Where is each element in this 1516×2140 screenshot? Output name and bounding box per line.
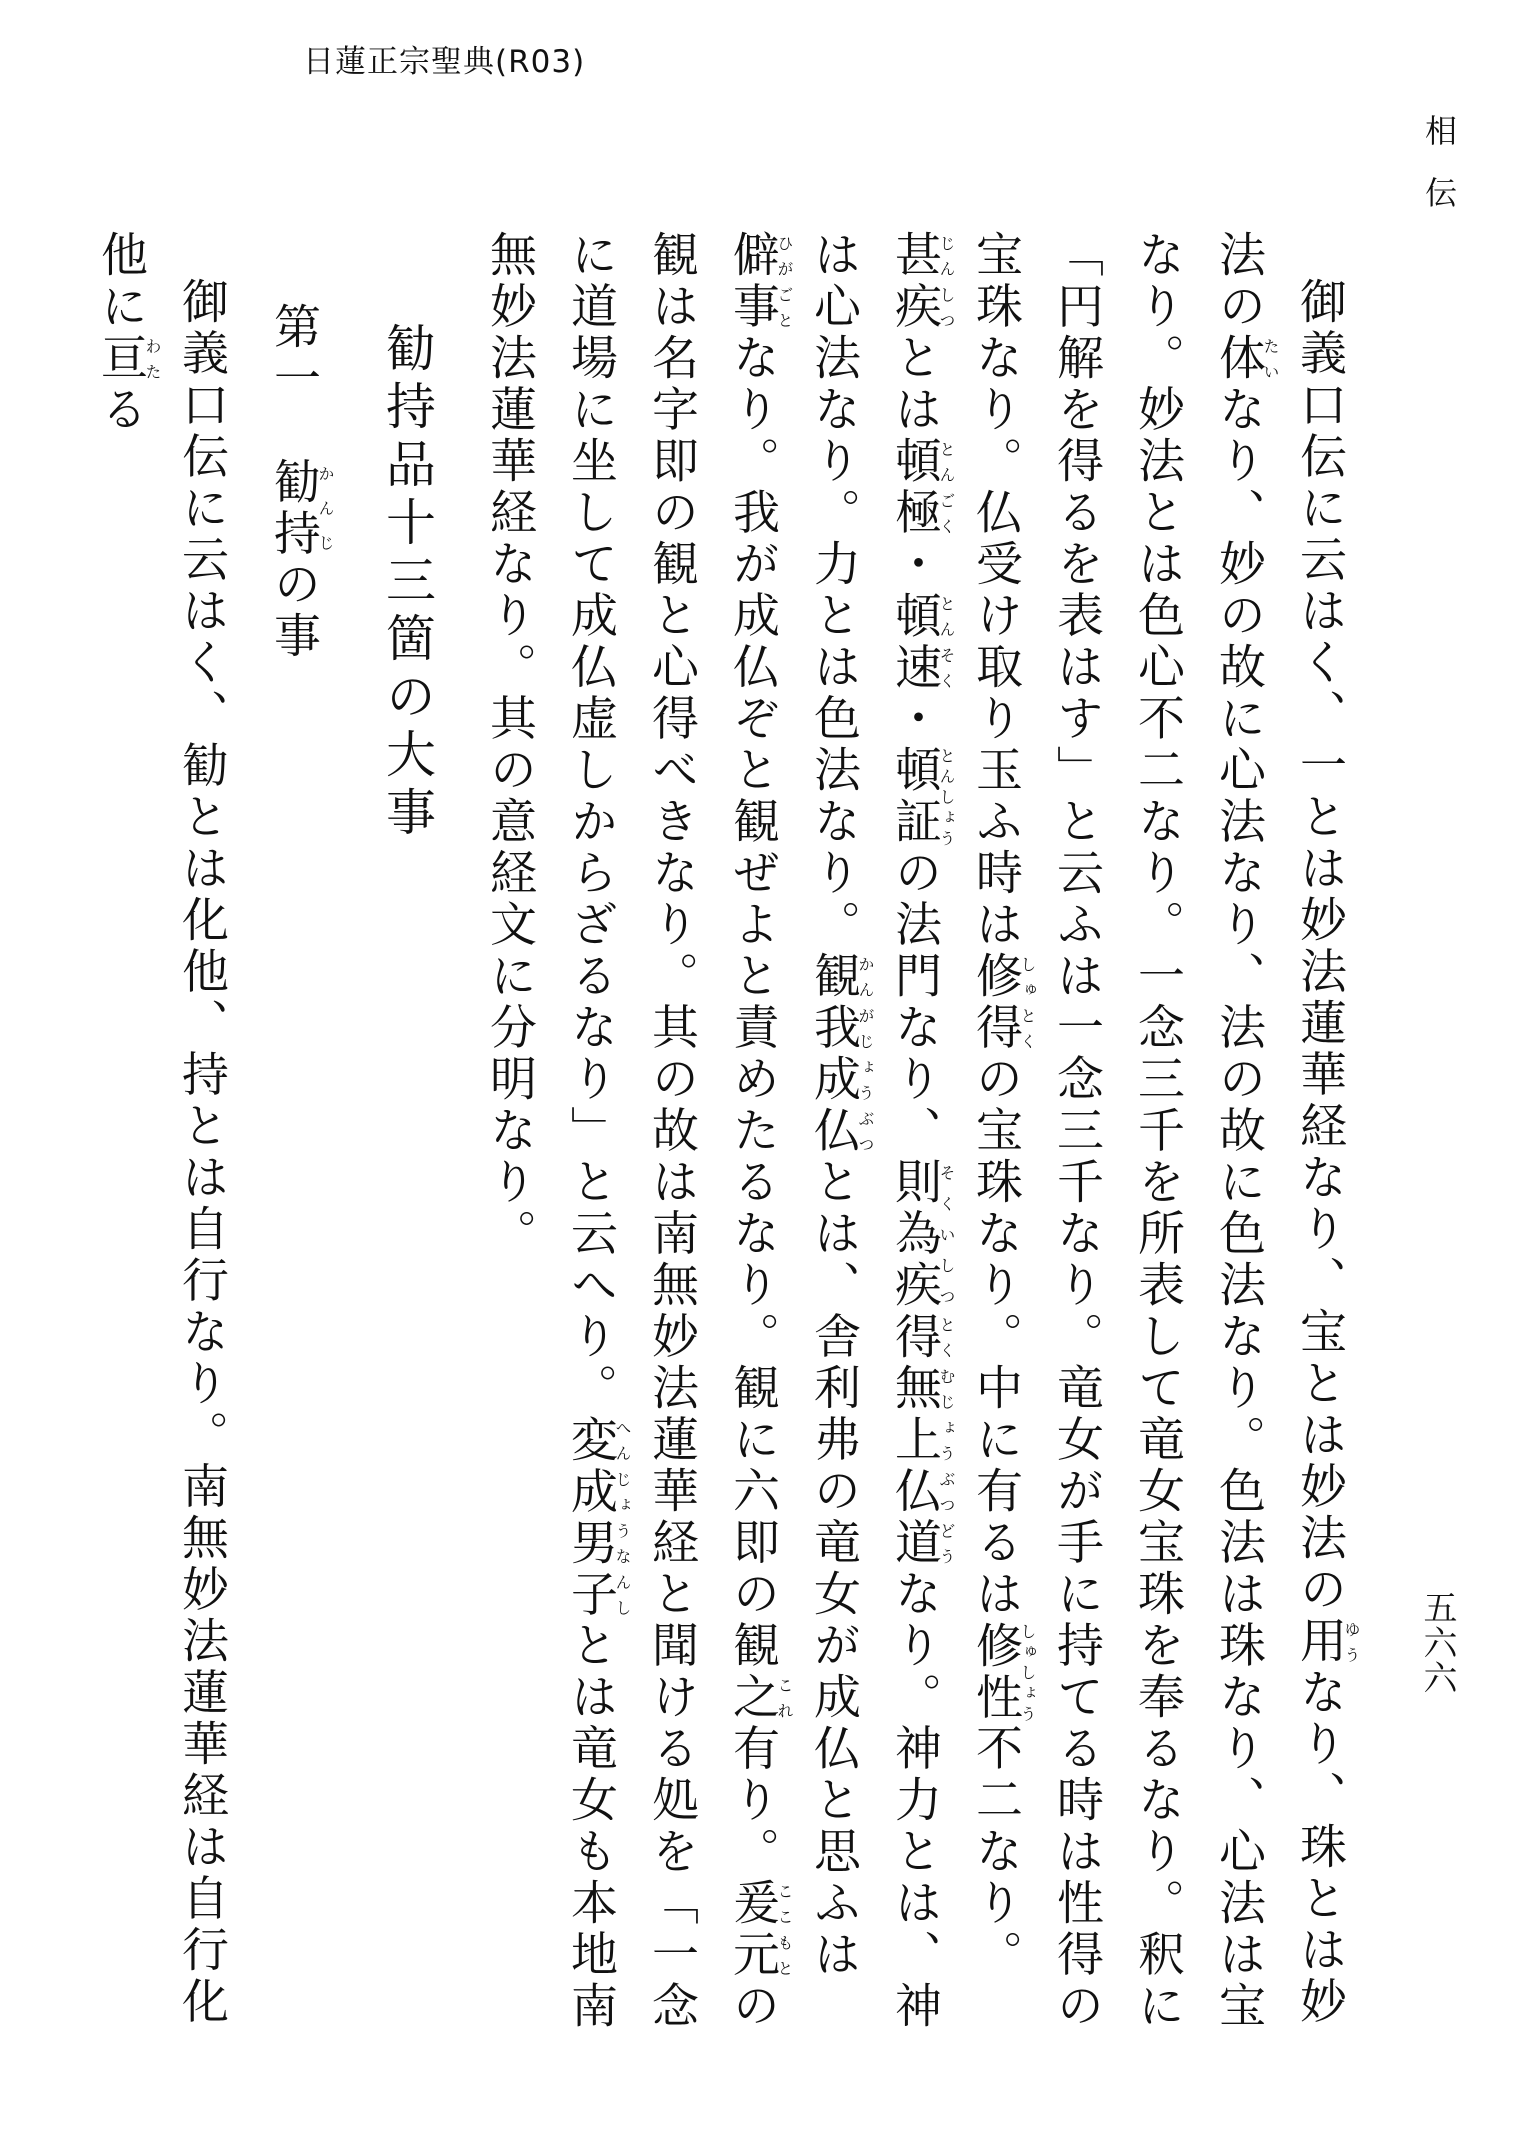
ruby-annotation [887, 1363, 956, 1569]
ruby-reading: かんがじょうぶつ [856, 951, 875, 1157]
ruby-reading: わた [143, 333, 162, 385]
ruby-annotation [968, 1620, 1037, 1724]
text-run: ・ [887, 539, 942, 591]
ruby-annotation [887, 1157, 956, 1312]
ruby-base: 勧持 [266, 456, 321, 560]
ruby-base: 頓証 [887, 745, 942, 848]
text-run: 有り。 [725, 1723, 780, 1878]
paragraph-kanji [80, 230, 242, 2060]
text-run: 御義口伝に云はく、一とは妙法蓮華経なり、宝とは妙法の [1292, 277, 1347, 1616]
text-run: の宝珠なり。中に有るは [968, 1054, 1023, 1621]
ruby-reading: とく [937, 1311, 956, 1363]
ruby-reading: へんじょうなんし [613, 1414, 632, 1621]
text-run: 御義口伝に云はく、勧とは化他、持とは自行なり。南無妙法蓮華経は自行化他に [93, 230, 229, 2028]
document-title: 日蓮正宗聖典(R03) [303, 44, 586, 80]
ruby-reading: たい [1261, 333, 1280, 385]
text-run: とは [887, 333, 942, 436]
ruby-annotation [93, 333, 162, 385]
text-run: る [93, 384, 148, 436]
ruby-base: 無上仏道 [887, 1363, 942, 1569]
ruby-reading: かんじ [316, 456, 335, 560]
ruby-reading: むじょうぶつどう [937, 1363, 956, 1569]
ruby-base: 変成男子 [563, 1414, 618, 1621]
ruby-reading: とんごく [937, 436, 956, 539]
ruby-reading: ひがごと [775, 230, 794, 333]
ruby-annotation [1211, 333, 1280, 385]
text-run: の観は名字即の観と心得べきなり。其の故は南無妙法蓮華経と聞ける処を「一念に道場に坐して成仏虚しからざるなり」と云へり。 [563, 230, 780, 2033]
ruby-reading: とんそく [937, 590, 956, 694]
ruby-annotation [725, 230, 794, 333]
ruby-annotation [887, 1311, 956, 1364]
ruby-base: 観我成仏 [806, 951, 861, 1157]
ruby-base: 修得 [968, 951, 1023, 1054]
ruby-base: 之 [725, 1672, 780, 1724]
ruby-base: 体 [1211, 333, 1266, 385]
text-run: なり。我が成仏ぞと観ぜよと責めたるなり。観に六即の観 [725, 333, 780, 1672]
ruby-reading: しゅとく [1018, 951, 1037, 1054]
text-run: とは竜女も本地南無妙法蓮華経なり。其の意経文に分明なり。 [482, 230, 618, 2033]
text-run: なり、妙の故に心法なり、法の故に色法なり。色法は珠なり、心法は宝なり。妙法とは色心不二なり。一念三千を所表して竜女宝珠を奉るなり。釈に「円解を得るを表はす」と云ふは一念三千なり。竜女が手に持てる時は性得の宝珠なり。仏受け取り玉ふ時は [968, 230, 1266, 2033]
text-run: なり、珠とは妙法の [1211, 230, 1347, 2028]
ruby-base: 僻事 [725, 230, 780, 333]
text-run: とは、舎利弗の竜女が成仏と思ふは [806, 1157, 861, 1981]
ruby-reading: これ [775, 1672, 794, 1724]
ruby-annotation [968, 951, 1037, 1054]
page-number: 五六六 [1417, 1590, 1457, 1695]
subheading-tail: の事 [266, 559, 321, 663]
vertical-text-body [93, 230, 1361, 2060]
ruby-reading: しゅしょう [1018, 1620, 1037, 1724]
ruby-reading: ここもと [775, 1878, 794, 1981]
ruby-annotation [1292, 1616, 1361, 1668]
ruby-base: 則為疾 [887, 1157, 942, 1312]
ruby-base: 頓極 [887, 436, 942, 539]
ruby-base: 得 [887, 1311, 942, 1363]
subheading-number: 第一 [266, 302, 321, 405]
ruby-annotation [806, 951, 875, 1157]
ruby-reading: ゆう [1342, 1616, 1361, 1668]
ruby-annotation [725, 1672, 794, 1724]
ruby-reading: とんしょう [937, 745, 956, 848]
ruby-base: 修性 [968, 1620, 1023, 1724]
ruby-annotation [887, 745, 956, 848]
text-run: ・ [887, 693, 942, 745]
section-subheading [242, 230, 344, 2060]
ruby-reading: そくいしつ [937, 1157, 956, 1312]
paragraph-ryunyo-houju [469, 230, 1360, 2060]
ruby-annotation [563, 1414, 632, 1621]
running-head: 相伝 [1420, 114, 1458, 238]
ruby-annotation [725, 1878, 794, 1981]
ruby-annotation [887, 230, 956, 333]
text-run: の法門なり、 [887, 848, 942, 1157]
ruby-annotation [266, 456, 335, 560]
ruby-reading: じんしつ [937, 230, 956, 333]
ruby-annotation [887, 436, 956, 539]
ruby-base: 亘 [93, 333, 148, 385]
ruby-base: 甚疾 [887, 230, 942, 333]
ruby-annotation [887, 590, 956, 694]
ruby-base: 爰元 [725, 1878, 780, 1981]
ruby-base: 用 [1292, 1616, 1347, 1668]
chapter-heading: 勧持品十三箇の大事 [378, 322, 436, 844]
text-run: なり。神力とは、神は心法なり。力とは色法なり。 [806, 230, 942, 2033]
ruby-base: 頓速 [887, 590, 942, 694]
text-run: 不二なり。 [968, 1723, 1023, 1981]
